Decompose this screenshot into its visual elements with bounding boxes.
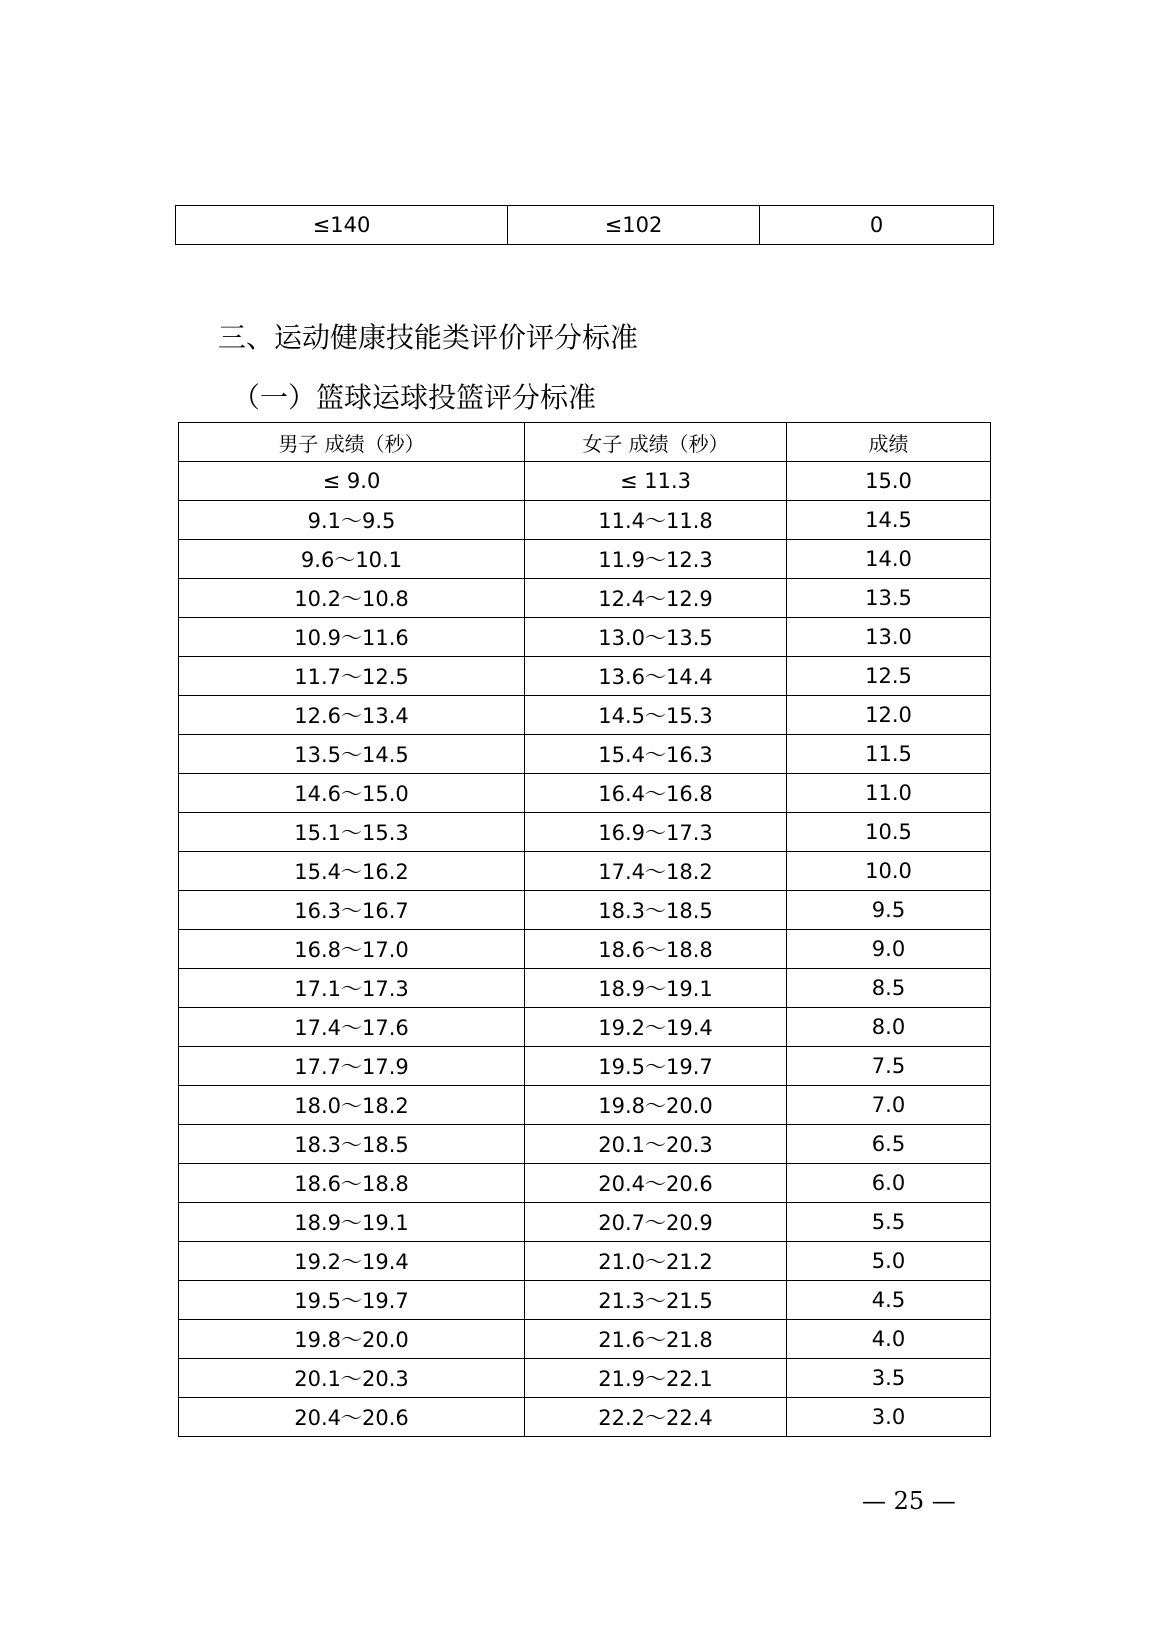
header-male-time: 男子 成绩（秒） (179, 423, 525, 462)
score-cell: 15.0 (787, 462, 991, 501)
previous-table-tail (175, 205, 994, 245)
score-cell: 11.0 (787, 774, 991, 813)
female-time-cell: 11.9～12.3 (525, 540, 787, 579)
table-row (179, 930, 991, 969)
female-time-cell: 14.5～15.3 (525, 696, 787, 735)
female-time-cell: 13.0～13.5 (525, 618, 787, 657)
female-time-cell: 15.4～16.3 (525, 735, 787, 774)
table-cell: ≤102 (508, 206, 760, 245)
score-cell: 10.5 (787, 813, 991, 852)
header-score: 成绩 (787, 423, 991, 462)
male-time-cell: 9.1～9.5 (179, 501, 525, 540)
score-cell: 14.0 (787, 540, 991, 579)
male-time-cell: 19.2～19.4 (179, 1242, 525, 1281)
female-time-cell: 16.9～17.3 (525, 813, 787, 852)
table-row (179, 618, 991, 657)
male-time-cell: 18.6～18.8 (179, 1164, 525, 1203)
female-time-cell: 21.9～22.1 (525, 1359, 787, 1398)
score-cell: 5.0 (787, 1242, 991, 1281)
table-row (179, 1047, 991, 1086)
table-row (179, 1281, 991, 1320)
table-row (179, 696, 991, 735)
male-time-cell: 18.9～19.1 (179, 1203, 525, 1242)
score-cell: 12.0 (787, 696, 991, 735)
table-row (179, 1398, 991, 1437)
table-row (179, 813, 991, 852)
score-cell: 4.5 (787, 1281, 991, 1320)
score-cell: 9.0 (787, 930, 991, 969)
female-time-cell: 18.3～18.5 (525, 891, 787, 930)
sub-heading: （一）篮球运球投篮评分标准 (232, 381, 597, 414)
score-cell: 13.0 (787, 618, 991, 657)
table-row (179, 579, 991, 618)
table-row (179, 657, 991, 696)
score-cell: 8.5 (787, 969, 991, 1008)
male-time-cell: 16.3～16.7 (179, 891, 525, 930)
female-time-cell: 20.1～20.3 (525, 1125, 787, 1164)
male-time-cell: 18.0～18.2 (179, 1086, 525, 1125)
table-row (179, 1203, 991, 1242)
female-time-cell: 20.7～20.9 (525, 1203, 787, 1242)
male-time-cell: 17.1～17.3 (179, 969, 525, 1008)
female-time-cell: 19.5～19.7 (525, 1047, 787, 1086)
table-row (179, 1164, 991, 1203)
table-cell: 0 (760, 206, 994, 245)
female-time-cell: 13.6～14.4 (525, 657, 787, 696)
male-time-cell: 15.1～15.3 (179, 813, 525, 852)
table-row (179, 540, 991, 579)
score-cell: 7.5 (787, 1047, 991, 1086)
female-time-cell: 22.2～22.4 (525, 1398, 787, 1437)
female-time-cell: 21.3～21.5 (525, 1281, 787, 1320)
male-time-cell: 20.1～20.3 (179, 1359, 525, 1398)
table-row (179, 969, 991, 1008)
male-time-cell: 17.4～17.6 (179, 1008, 525, 1047)
male-time-cell: 17.7～17.9 (179, 1047, 525, 1086)
table-row (176, 206, 994, 245)
male-time-cell: 13.5～14.5 (179, 735, 525, 774)
female-time-cell: ≤ 11.3 (525, 462, 787, 501)
female-time-cell: 21.0～21.2 (525, 1242, 787, 1281)
table-row (179, 1086, 991, 1125)
score-cell: 5.5 (787, 1203, 991, 1242)
score-cell: 6.5 (787, 1125, 991, 1164)
score-cell: 3.0 (787, 1398, 991, 1437)
male-time-cell: 19.5～19.7 (179, 1281, 525, 1320)
female-time-cell: 19.8～20.0 (525, 1086, 787, 1125)
male-time-cell: 11.7～12.5 (179, 657, 525, 696)
male-time-cell: 14.6～15.0 (179, 774, 525, 813)
section-heading: 三、运动健康技能类评价评分标准 (218, 321, 639, 354)
male-time-cell: 10.2～10.8 (179, 579, 525, 618)
score-cell: 9.5 (787, 891, 991, 930)
table-row (179, 501, 991, 540)
female-time-cell: 12.4～12.9 (525, 579, 787, 618)
score-cell: 8.0 (787, 1008, 991, 1047)
score-cell: 6.0 (787, 1164, 991, 1203)
female-time-cell: 18.6～18.8 (525, 930, 787, 969)
female-time-cell: 17.4～18.2 (525, 852, 787, 891)
male-time-cell: 16.8～17.0 (179, 930, 525, 969)
score-cell: 14.5 (787, 501, 991, 540)
score-table-body (179, 462, 991, 1437)
table-header-row (179, 423, 991, 462)
male-time-cell: 10.9～11.6 (179, 618, 525, 657)
male-time-cell: 18.3～18.5 (179, 1125, 525, 1164)
male-time-cell: 12.6～13.4 (179, 696, 525, 735)
table-row (179, 462, 991, 501)
score-cell: 10.0 (787, 852, 991, 891)
female-time-cell: 11.4～11.8 (525, 501, 787, 540)
header-female-time: 女子 成绩（秒） (525, 423, 787, 462)
female-time-cell: 16.4～16.8 (525, 774, 787, 813)
table-row (179, 735, 991, 774)
score-cell: 13.5 (787, 579, 991, 618)
female-time-cell: 19.2～19.4 (525, 1008, 787, 1047)
female-time-cell: 21.6～21.8 (525, 1320, 787, 1359)
male-time-cell: 19.8～20.0 (179, 1320, 525, 1359)
score-cell: 12.5 (787, 657, 991, 696)
table-row (179, 1242, 991, 1281)
male-time-cell: 9.6～10.1 (179, 540, 525, 579)
table-row (179, 852, 991, 891)
male-time-cell: 15.4～16.2 (179, 852, 525, 891)
table-row (179, 891, 991, 930)
female-time-cell: 20.4～20.6 (525, 1164, 787, 1203)
table-row (179, 1008, 991, 1047)
score-cell: 11.5 (787, 735, 991, 774)
male-time-cell: 20.4～20.6 (179, 1398, 525, 1437)
female-time-cell: 18.9～19.1 (525, 969, 787, 1008)
table-row (179, 1320, 991, 1359)
male-time-cell: ≤ 9.0 (179, 462, 525, 501)
score-cell: 3.5 (787, 1359, 991, 1398)
table-row (179, 774, 991, 813)
table-row (179, 1359, 991, 1398)
table-cell: ≤140 (176, 206, 508, 245)
score-cell: 4.0 (787, 1320, 991, 1359)
basketball-score-table (178, 422, 991, 1437)
table-row (179, 1125, 991, 1164)
page-number: — 25 — (862, 1487, 956, 1515)
score-cell: 7.0 (787, 1086, 991, 1125)
